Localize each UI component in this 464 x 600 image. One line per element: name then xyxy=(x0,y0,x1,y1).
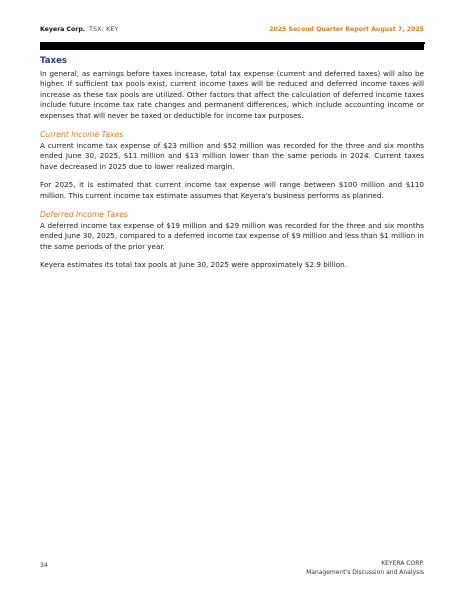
header-divider xyxy=(40,42,424,50)
header-ticker: TSX: KEY xyxy=(89,25,119,33)
page-number: 34 xyxy=(40,562,48,569)
page-content xyxy=(40,56,424,279)
header-company: Keyera Corp. xyxy=(40,25,86,33)
header-left xyxy=(40,26,118,33)
header-report-title: 2025 Second Quarter Report August 7, 2025 xyxy=(269,25,424,33)
footer-company: KEYERA CORP. xyxy=(381,560,424,567)
current-income-taxes-paragraph-2: For 2025, it is estimated that current income tax expense will range between $100 million and $110 million. This current income tax estimate assumes that Keyera's business performs as planned. xyxy=(40,180,424,200)
page-header xyxy=(40,22,424,36)
current-income-taxes-paragraph-1: A current income tax expense of $23 million and $52 million was recorded for the three and six months ended June 30, 2025, $11 million and $13 million lower than the same periods in 2024. Current taxes have decreased in 2025 due to lower realized margin. xyxy=(40,141,424,171)
page-footer xyxy=(306,560,424,577)
taxes-intro-paragraph: In general, as earnings before taxes increase, total tax expense (current and deferred taxes) will also be higher. If sufficient tax pools exist, current income taxes will be reduced and deferred income taxes will increase as these tax pools are utilized. Other factors that affect the calculation of deferred income taxes include future income tax rate changes and permanent differences, which include accounting income or expenses that will never be taxed or deductible for income tax purposes. xyxy=(40,69,424,120)
deferred-income-taxes-paragraph-2: Keyera estimates its total tax pools at June 30, 2025 were approximately $2.9 billion. xyxy=(40,260,348,270)
footer-document: Management's Discussion and Analysis xyxy=(306,568,424,576)
section-title: Taxes xyxy=(40,56,68,66)
deferred-income-taxes-heading: Deferred Income Taxes xyxy=(40,210,128,220)
current-income-taxes-heading: Current Income Taxes xyxy=(40,130,124,140)
deferred-income-taxes-paragraph-1: A deferred income tax expense of $19 million and $29 million was recorded for the three and six months ended June 30, 2025, compared to a deferred income tax expense of $9 million and less than $1 million in the same periods of the prior year. xyxy=(40,221,424,251)
